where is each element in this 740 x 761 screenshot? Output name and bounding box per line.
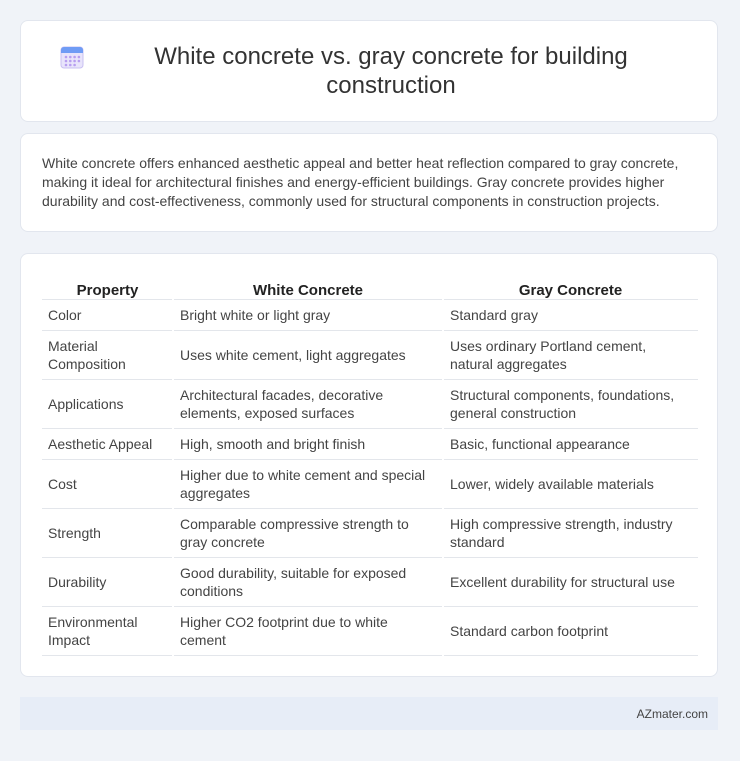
row-property: Applications [42,380,173,429]
row-gray-value: High compressive strength, industry standard [443,509,698,558]
row-gray-value: Structural components, foundations, general construction [443,380,698,429]
table-row [42,460,698,509]
row-white-value: Bright white or light gray [173,300,443,331]
row-property: Aesthetic Appeal [42,429,173,460]
header-property: Property [42,274,173,300]
row-gray-value: Basic, functional appearance [443,429,698,460]
title-card [20,20,718,122]
table-row [42,558,698,607]
row-property: Strength [42,509,173,558]
row-gray-value: Standard gray [443,300,698,331]
title-wrap [59,42,679,100]
table-row [42,331,698,380]
row-property: Durability [42,558,173,607]
table-row [42,429,698,460]
row-gray-value: Uses ordinary Portland cement, natural aggregates [443,331,698,380]
row-white-value: Uses white cement, light aggregates [173,331,443,380]
row-white-value: Comparable compressive strength to gray concrete [173,509,443,558]
row-white-value: Architectural facades, decorative elements, exposed surfaces [173,380,443,429]
table-row [42,380,698,429]
summary-card [20,133,718,232]
row-gray-value: Lower, widely available materials [443,460,698,509]
row-gray-value: Standard carbon footprint [443,607,698,656]
row-property: Environmental Impact [42,607,173,656]
table-row [42,509,698,558]
calendar-icon [59,44,85,70]
row-white-value: Good durability, suitable for exposed conditions [173,558,443,607]
row-gray-value: Excellent durability for structural use [443,558,698,607]
comparison-table-card [20,253,718,677]
row-white-value: Higher due to white cement and special aggregates [173,460,443,509]
table-row [42,607,698,656]
comparison-table [42,274,698,656]
page-title: White concrete vs. gray concrete for building construction [154,43,628,99]
table-row [42,300,698,331]
header-white-concrete: White Concrete [173,274,443,300]
footer-brand: AZmater.com [636,706,708,721]
header-gray-concrete: Gray Concrete [443,274,698,300]
row-white-value: Higher CO2 footprint due to white cement [173,607,443,656]
row-property: Cost [42,460,173,509]
row-property: Color [42,300,173,331]
summary-text: White concrete offers enhanced aesthetic appeal and better heat reflection compared to gray concrete, making it ideal for architectural finishes and energy-efficient buildings. Gray concrete provides higher durability and cost-effectiveness, commonly used for structural components in construction projects. [42,155,679,209]
row-property: Material Composition [42,331,173,380]
footer-bar [20,697,718,730]
row-white-value: High, smooth and bright finish [173,429,443,460]
table-header-row [42,274,698,300]
